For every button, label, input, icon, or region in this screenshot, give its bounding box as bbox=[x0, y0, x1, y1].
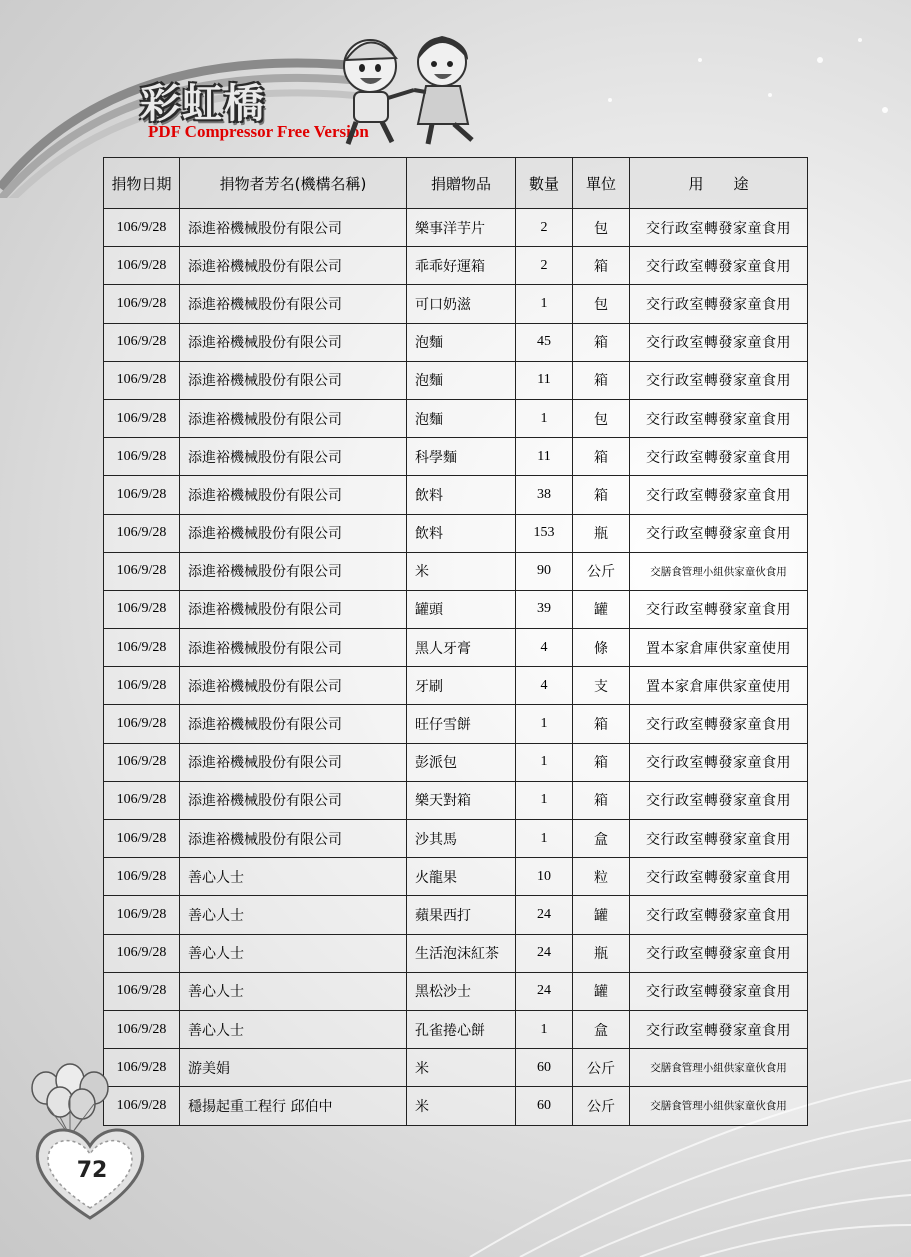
cell-item: 飲料 bbox=[407, 514, 516, 552]
cell-quantity: 45 bbox=[516, 323, 573, 361]
cell-quantity: 60 bbox=[516, 1087, 573, 1125]
cell-item: 沙其馬 bbox=[407, 820, 516, 858]
cell-quantity: 24 bbox=[516, 896, 573, 934]
kids-illustration bbox=[322, 20, 502, 150]
cell-unit: 瓶 bbox=[573, 514, 630, 552]
table-row bbox=[104, 590, 808, 628]
cell-date: 106/9/28 bbox=[104, 1087, 180, 1125]
table-row bbox=[104, 399, 808, 437]
cell-unit: 箱 bbox=[573, 247, 630, 285]
cell-donor: 添進裕機械股份有限公司 bbox=[180, 590, 407, 628]
page-number: 72 bbox=[76, 1158, 108, 1183]
cell-date: 106/9/28 bbox=[104, 667, 180, 705]
cell-date: 106/9/28 bbox=[104, 552, 180, 590]
cell-donor: 善心人士 bbox=[180, 972, 407, 1010]
table-row bbox=[104, 781, 808, 819]
cell-item: 科學麵 bbox=[407, 438, 516, 476]
table-row bbox=[104, 552, 808, 590]
cell-date: 106/9/28 bbox=[104, 858, 180, 896]
watermark-text: PDF Compressor Free Version bbox=[148, 122, 369, 141]
cell-quantity: 60 bbox=[516, 1049, 573, 1087]
cell-quantity: 11 bbox=[516, 361, 573, 399]
cell-quantity: 38 bbox=[516, 476, 573, 514]
cell-purpose: 交行政室轉發家童食用 bbox=[630, 323, 808, 361]
cell-quantity: 1 bbox=[516, 820, 573, 858]
cell-quantity: 10 bbox=[516, 858, 573, 896]
cell-date: 106/9/28 bbox=[104, 399, 180, 437]
cell-donor: 添進裕機械股份有限公司 bbox=[180, 247, 407, 285]
cell-purpose: 交行政室轉發家童食用 bbox=[630, 896, 808, 934]
cell-date: 106/9/28 bbox=[104, 934, 180, 972]
cell-quantity: 1 bbox=[516, 705, 573, 743]
cell-purpose: 交膳食管理小組供家童伙食用 bbox=[630, 552, 808, 590]
cell-purpose: 交膳食管理小組供家童伙食用 bbox=[630, 1049, 808, 1087]
cell-quantity: 4 bbox=[516, 667, 573, 705]
cell-unit: 罐 bbox=[573, 972, 630, 1010]
cell-unit: 罐 bbox=[573, 896, 630, 934]
column-header-item: 捐贈物品 bbox=[407, 158, 516, 209]
cell-item: 黑松沙士 bbox=[407, 972, 516, 1010]
cell-item: 飲料 bbox=[407, 476, 516, 514]
cell-quantity: 1 bbox=[516, 285, 573, 323]
table-row bbox=[104, 896, 808, 934]
cell-purpose: 交行政室轉發家童食用 bbox=[630, 247, 808, 285]
table-row bbox=[104, 514, 808, 552]
table-row bbox=[104, 820, 808, 858]
cell-unit: 盒 bbox=[573, 1010, 630, 1048]
cell-purpose: 交行政室轉發家童食用 bbox=[630, 781, 808, 819]
cell-quantity: 153 bbox=[516, 514, 573, 552]
cell-date: 106/9/28 bbox=[104, 514, 180, 552]
cell-donor: 添進裕機械股份有限公司 bbox=[180, 361, 407, 399]
cell-date: 106/9/28 bbox=[104, 1010, 180, 1048]
table-row bbox=[104, 438, 808, 476]
table-row bbox=[104, 1087, 808, 1125]
cell-item: 米 bbox=[407, 552, 516, 590]
cell-date: 106/9/28 bbox=[104, 323, 180, 361]
cell-unit: 瓶 bbox=[573, 934, 630, 972]
cell-date: 106/9/28 bbox=[104, 209, 180, 247]
cell-purpose: 交行政室轉發家童食用 bbox=[630, 514, 808, 552]
cell-donor: 善心人士 bbox=[180, 934, 407, 972]
cell-item: 蘋果西打 bbox=[407, 896, 516, 934]
cell-donor: 游美娟 bbox=[180, 1049, 407, 1087]
cell-donor: 添進裕機械股份有限公司 bbox=[180, 285, 407, 323]
table-row bbox=[104, 209, 808, 247]
cell-donor: 添進裕機械股份有限公司 bbox=[180, 667, 407, 705]
cell-item: 孔雀捲心餅 bbox=[407, 1010, 516, 1048]
cell-unit: 包 bbox=[573, 285, 630, 323]
cell-donor: 添進裕機械股份有限公司 bbox=[180, 514, 407, 552]
cell-purpose: 交行政室轉發家童食用 bbox=[630, 209, 808, 247]
cell-item: 乖乖好運箱 bbox=[407, 247, 516, 285]
cell-unit: 支 bbox=[573, 667, 630, 705]
cell-item: 樂事洋芋片 bbox=[407, 209, 516, 247]
table-row bbox=[104, 743, 808, 781]
cell-donor: 添進裕機械股份有限公司 bbox=[180, 820, 407, 858]
cell-unit: 包 bbox=[573, 209, 630, 247]
table-row bbox=[104, 858, 808, 896]
cell-item: 牙刷 bbox=[407, 667, 516, 705]
cell-donor: 添進裕機械股份有限公司 bbox=[180, 743, 407, 781]
table-row bbox=[104, 285, 808, 323]
cell-unit: 箱 bbox=[573, 361, 630, 399]
table-row bbox=[104, 1010, 808, 1048]
cell-purpose: 交行政室轉發家童食用 bbox=[630, 438, 808, 476]
table-row bbox=[104, 361, 808, 399]
cell-unit: 箱 bbox=[573, 743, 630, 781]
column-header-donor: 捐物者芳名(機構名稱) bbox=[180, 158, 407, 209]
table-row bbox=[104, 476, 808, 514]
cell-unit: 箱 bbox=[573, 323, 630, 361]
table-header-row bbox=[104, 158, 808, 209]
table-row bbox=[104, 629, 808, 667]
cell-purpose: 交行政室轉發家童食用 bbox=[630, 858, 808, 896]
column-header-purpose: 用 途 bbox=[630, 158, 808, 209]
cell-item: 泡麵 bbox=[407, 399, 516, 437]
cell-item: 火龍果 bbox=[407, 858, 516, 896]
cell-item: 樂天對箱 bbox=[407, 781, 516, 819]
cell-date: 106/9/28 bbox=[104, 361, 180, 399]
cell-quantity: 24 bbox=[516, 972, 573, 1010]
cell-item: 可口奶滋 bbox=[407, 285, 516, 323]
cell-unit: 公斤 bbox=[573, 1049, 630, 1087]
cell-quantity: 2 bbox=[516, 209, 573, 247]
table-row bbox=[104, 934, 808, 972]
column-header-quantity: 數量 bbox=[516, 158, 573, 209]
cell-date: 106/9/28 bbox=[104, 629, 180, 667]
cell-purpose: 交行政室轉發家童食用 bbox=[630, 820, 808, 858]
cell-purpose: 交行政室轉發家童食用 bbox=[630, 285, 808, 323]
cell-item: 旺仔雪餅 bbox=[407, 705, 516, 743]
cell-unit: 罐 bbox=[573, 590, 630, 628]
cell-donor: 添進裕機械股份有限公司 bbox=[180, 476, 407, 514]
cell-date: 106/9/28 bbox=[104, 743, 180, 781]
cell-item: 泡麵 bbox=[407, 361, 516, 399]
cell-unit: 包 bbox=[573, 399, 630, 437]
cell-unit: 公斤 bbox=[573, 552, 630, 590]
cell-unit: 公斤 bbox=[573, 1087, 630, 1125]
cell-purpose: 交行政室轉發家童食用 bbox=[630, 590, 808, 628]
cell-unit: 條 bbox=[573, 629, 630, 667]
cell-item: 彭派包 bbox=[407, 743, 516, 781]
table-row bbox=[104, 1049, 808, 1087]
cell-quantity: 11 bbox=[516, 438, 573, 476]
cell-donor: 添進裕機械股份有限公司 bbox=[180, 323, 407, 361]
cell-unit: 粒 bbox=[573, 858, 630, 896]
cell-item: 罐頭 bbox=[407, 590, 516, 628]
page-title: 彩虹橋 bbox=[140, 80, 266, 127]
cell-purpose: 交行政室轉發家童食用 bbox=[630, 934, 808, 972]
cell-purpose: 交行政室轉發家童食用 bbox=[630, 1010, 808, 1048]
cell-item: 黑人牙膏 bbox=[407, 629, 516, 667]
cell-quantity: 4 bbox=[516, 629, 573, 667]
cell-donor: 添進裕機械股份有限公司 bbox=[180, 705, 407, 743]
cell-date: 106/9/28 bbox=[104, 781, 180, 819]
cell-purpose: 置本家倉庫供家童使用 bbox=[630, 629, 808, 667]
cell-donor: 添進裕機械股份有限公司 bbox=[180, 552, 407, 590]
cell-donor: 善心人士 bbox=[180, 858, 407, 896]
cell-item: 米 bbox=[407, 1087, 516, 1125]
cell-quantity: 1 bbox=[516, 743, 573, 781]
cell-date: 106/9/28 bbox=[104, 820, 180, 858]
cell-date: 106/9/28 bbox=[104, 1049, 180, 1087]
table-row bbox=[104, 705, 808, 743]
cell-quantity: 1 bbox=[516, 781, 573, 819]
cell-date: 106/9/28 bbox=[104, 705, 180, 743]
cell-purpose: 交行政室轉發家童食用 bbox=[630, 399, 808, 437]
cell-unit: 箱 bbox=[573, 476, 630, 514]
cell-donor: 善心人士 bbox=[180, 896, 407, 934]
cell-purpose: 交行政室轉發家童食用 bbox=[630, 743, 808, 781]
donation-table-body bbox=[104, 209, 808, 1126]
cell-unit: 盒 bbox=[573, 820, 630, 858]
table-row bbox=[104, 323, 808, 361]
donation-table bbox=[103, 157, 808, 1126]
column-header-unit: 單位 bbox=[573, 158, 630, 209]
page-title-block bbox=[140, 82, 266, 126]
table-row bbox=[104, 247, 808, 285]
cell-donor: 添進裕機械股份有限公司 bbox=[180, 781, 407, 819]
cell-donor: 添進裕機械股份有限公司 bbox=[180, 399, 407, 437]
table-row bbox=[104, 972, 808, 1010]
cell-donor: 穩揚起重工程行 邱伯中 bbox=[180, 1087, 407, 1125]
cell-donor: 善心人士 bbox=[180, 1010, 407, 1048]
cell-item: 泡麵 bbox=[407, 323, 516, 361]
cell-unit: 箱 bbox=[573, 705, 630, 743]
cell-date: 106/9/28 bbox=[104, 972, 180, 1010]
cell-unit: 箱 bbox=[573, 781, 630, 819]
cell-purpose: 交行政室轉發家童食用 bbox=[630, 361, 808, 399]
cell-purpose: 交行政室轉發家童食用 bbox=[630, 705, 808, 743]
cell-quantity: 39 bbox=[516, 590, 573, 628]
cell-quantity: 1 bbox=[516, 399, 573, 437]
cell-quantity: 1 bbox=[516, 1010, 573, 1048]
cell-purpose: 置本家倉庫供家童使用 bbox=[630, 667, 808, 705]
cell-donor: 添進裕機械股份有限公司 bbox=[180, 438, 407, 476]
cell-date: 106/9/28 bbox=[104, 476, 180, 514]
cell-purpose: 交行政室轉發家童食用 bbox=[630, 476, 808, 514]
cell-quantity: 24 bbox=[516, 934, 573, 972]
cell-date: 106/9/28 bbox=[104, 896, 180, 934]
table-row bbox=[104, 667, 808, 705]
cell-donor: 添進裕機械股份有限公司 bbox=[180, 209, 407, 247]
cell-date: 106/9/28 bbox=[104, 438, 180, 476]
cell-quantity: 90 bbox=[516, 552, 573, 590]
cell-date: 106/9/28 bbox=[104, 590, 180, 628]
cell-unit: 箱 bbox=[573, 438, 630, 476]
cell-quantity: 2 bbox=[516, 247, 573, 285]
cell-purpose: 交膳食管理小組供家童伙食用 bbox=[630, 1087, 808, 1125]
cell-date: 106/9/28 bbox=[104, 285, 180, 323]
cell-date: 106/9/28 bbox=[104, 247, 180, 285]
cell-item: 米 bbox=[407, 1049, 516, 1087]
column-header-date: 捐物日期 bbox=[104, 158, 180, 209]
cell-item: 生活泡沫紅茶 bbox=[407, 934, 516, 972]
cell-purpose: 交行政室轉發家童食用 bbox=[630, 972, 808, 1010]
cell-donor: 添進裕機械股份有限公司 bbox=[180, 629, 407, 667]
